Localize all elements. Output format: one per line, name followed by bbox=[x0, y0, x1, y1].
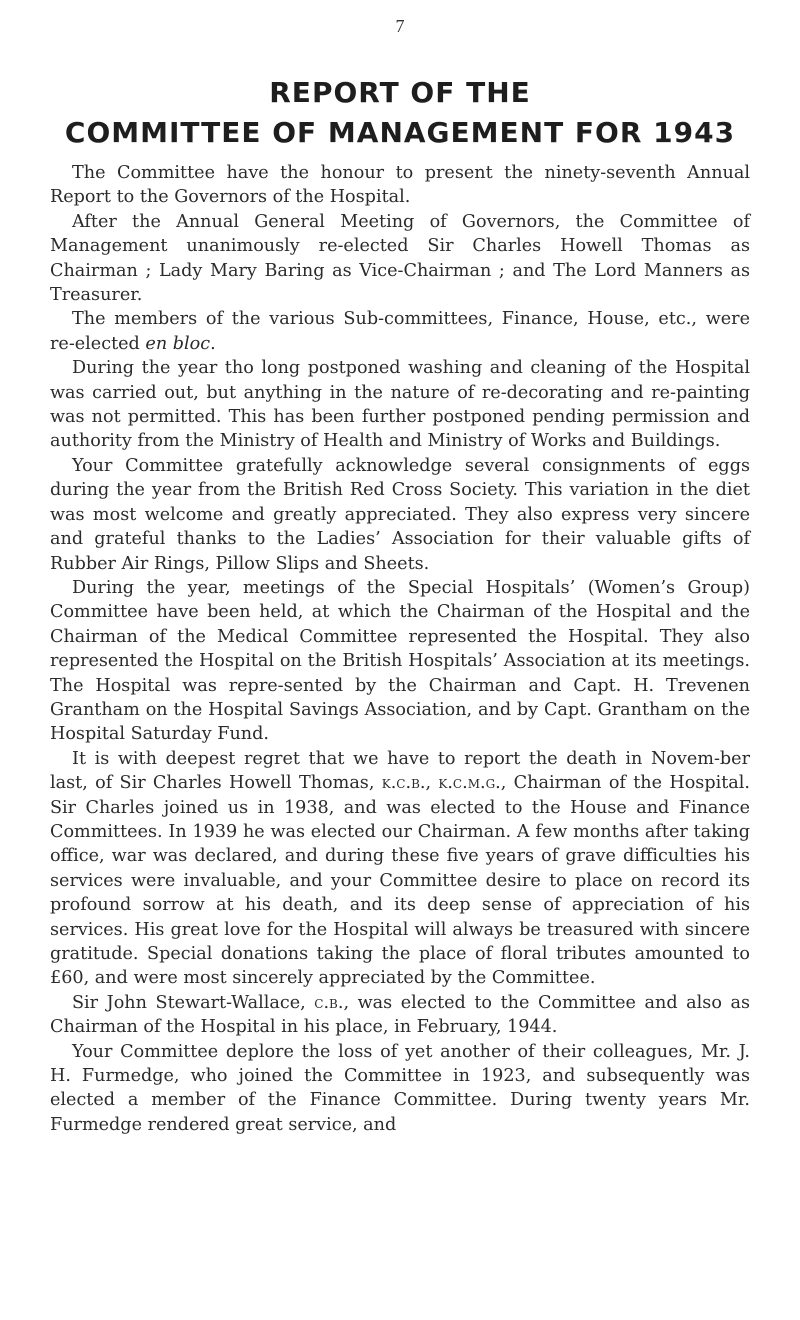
paragraph-new-chairman bbox=[50, 991, 750, 1040]
paragraph-intro: The Committee have the honour to present the ninety-seventh Annual Report to the Governors of the Hospital. bbox=[50, 163, 750, 208]
page-number: 7 bbox=[395, 16, 405, 36]
paragraph-cleaning: During the year tho long postponed washing and cleaning of the Hospital was carried out, but anything in the nature of re-decorating and re-painting was not permitted. This has been further postponed pending permission and authority from the Ministry of Health and Ministry of Works and Buildings. bbox=[50, 358, 750, 452]
honours: k.c.b., k.c.m.g. bbox=[381, 773, 501, 794]
paragraph-obituary bbox=[50, 747, 750, 991]
paragraph-text: . bbox=[210, 333, 216, 354]
paragraph-text: , was elected to the Committee and also as Chairman of the Hospital in his place, in February, 1944. bbox=[50, 992, 750, 1038]
paragraph-furmedge: Your Committee deplore the loss of yet another of their colleagues, Mr. J. H. Furmedge, who joined the Committee in 1923, and subsequently was elected a member of the Finance Committee. During twenty years Mr. Furmedge rendered great service, and bbox=[50, 1041, 750, 1135]
paragraph-text: It is with deepest regret that we have to report the death in Novem-ber last, of Sir Charles Howell Thomas, bbox=[50, 748, 750, 794]
paragraph-meetings: During the year, meetings of the Special Hospitals’ (Women’s Group) Committee have been held, at which the Chairman of the Hospital and the Chairman of the Medical Committee represented the Hospital. They also represented the Hospital on the British Hospitals’ Association at its meetings. The Hospital was repre-sented by the Chairman and Capt. H. Trevenen Grantham on the Hospital Savings Association, and by Capt. Grantham on the Hospital Saturday Fund. bbox=[50, 577, 750, 745]
report-subtitle: COMMITTEE OF MANAGEMENT FOR 1943 bbox=[64, 116, 736, 149]
paragraph-text: The members of the various Sub-committees, Finance, House, etc., were re-elected bbox=[50, 309, 750, 354]
italic-phrase: en bloc bbox=[145, 333, 211, 354]
paragraph-text: Sir John Stewart-Wallace, bbox=[72, 992, 315, 1013]
honours: c.b. bbox=[314, 992, 344, 1013]
paragraph-donations: Your Committee gratefully acknowledge several consignments of eggs during the year from the British Red Cross Society. This variation in the diet was most welcome and greatly appreciated. They also express very sincere and grateful thanks to the Ladies’ Association for their valuable gifts of Rubber Air Rings, Pillow Slips and Sheets. bbox=[50, 455, 750, 574]
paragraph-subcommittees bbox=[50, 307, 750, 356]
paragraph-elections: After the Annual General Meeting of Governors, the Committee of Management unanimously re-elected Sir Charles Howell Thomas as Chairman ; Lady Mary Baring as Vice-Chairman ; and The Lord Manners as Treasurer. bbox=[50, 211, 750, 306]
report-title: REPORT OF THE bbox=[269, 76, 531, 109]
paragraph-text: , Chairman of the Hospital. Sir Charles joined us in 1938, and was elected to the House and Finance Committees. In 1939 he was elected our Chairman. A few months after taking office, war was declared, and during these five years of grave difficulties his services were invaluable, and your Committee desire to place on record its profound sorrow at his death, and its deep sense of appreciation of his services. His great love for the Hospital will always be treasured with sincere gratitude. Special donations taking the place of floral tributes amounted to £60, and were most sincerely appreciated by the Committee. bbox=[50, 773, 750, 989]
report-body bbox=[50, 161, 750, 1137]
